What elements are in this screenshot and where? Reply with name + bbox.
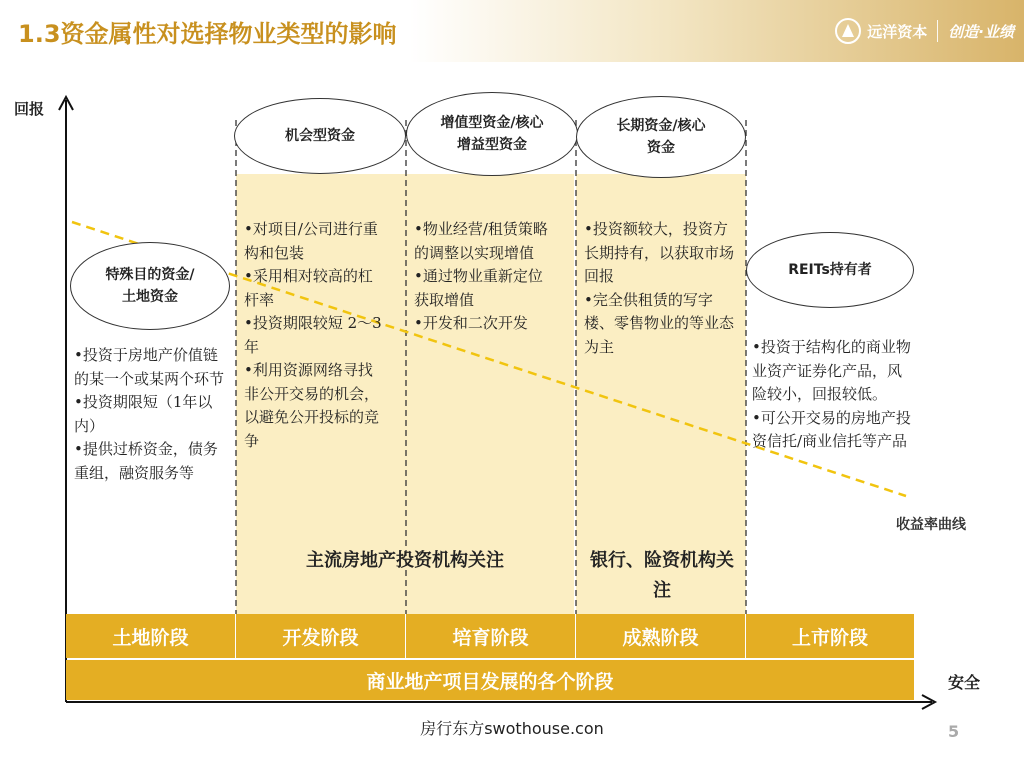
curve-label: 收益率曲线	[896, 517, 966, 533]
focus-label-banks: 银行、险资机构关注	[590, 550, 734, 601]
bullets-special-purpose	[74, 344, 228, 485]
page-number: 5	[948, 722, 960, 741]
stage-caption: 商业地产项目发展的各个阶段	[66, 660, 914, 700]
ellipse-label: REITs持有者	[788, 262, 872, 278]
bullet-item: •投资于房地产价值链的某一个或某两个环节	[74, 346, 225, 388]
bullets-opportunity	[244, 218, 384, 453]
stage-development: 开发阶段	[236, 614, 406, 658]
brand-name: 远洋资本	[867, 22, 928, 41]
bullet-item: •提供过桥资金，债务重组，融资服务等	[74, 440, 218, 482]
bullet-item: •通过物业重新定位获取增值	[414, 267, 543, 309]
bullets-value-add	[414, 218, 554, 336]
bullet-item: •可公开交易的房地产投资信托/商业信托等产品	[752, 408, 911, 450]
bullet-item: •利用资源网络寻找非公开交易的机会，以避免公开投标的竞争	[244, 361, 380, 450]
ellipse-reits	[746, 232, 914, 308]
bullet-item: •对项目/公司进行重构和包装	[244, 220, 378, 262]
ellipse-core	[576, 96, 746, 178]
ellipse-label: 机会型资金	[285, 128, 355, 144]
bullet-item: •物业经营/租赁策略的调整以实现增值	[414, 220, 548, 262]
focus-label-mainstream: 主流房地产投资机构关注	[306, 550, 504, 571]
bullet-item: •开发和二次开发	[414, 314, 528, 332]
stage-listing: 上市阶段	[746, 614, 914, 658]
bullet-item: •投资期限较短 2～3年	[244, 314, 382, 356]
stage-bar	[66, 614, 914, 658]
bullet-item: •投资期限短（1年以内）	[74, 393, 213, 435]
ellipse-label: 增值型资金/核心增益型资金	[440, 115, 544, 153]
bullet-item: •采用相对较高的杠杆率	[244, 267, 373, 309]
footer-text: 房行东方swothouse.con	[420, 719, 604, 738]
stage-cultivation: 培育阶段	[406, 614, 576, 658]
stage-mature: 成熟阶段	[576, 614, 746, 658]
ellipse-special-purpose	[70, 242, 230, 330]
bullet-item: •投资于结构化的商业物业资产证券化产品，风险较小，回报较低。	[752, 338, 911, 403]
bullet-item: •投资额较大，投资方长期持有，以获取市场回报	[584, 220, 735, 285]
brand-slogan: 创造·业绩	[948, 22, 1014, 41]
ellipse-label: 长期资金/核心资金	[616, 118, 706, 156]
bullets-reits	[752, 336, 912, 454]
ellipse-opportunity	[234, 98, 406, 174]
y-axis-label: 回报	[14, 100, 45, 118]
ellipse-value-add	[406, 92, 578, 176]
stage-land: 土地阶段	[66, 614, 236, 658]
x-axis-label: 安全	[948, 673, 981, 692]
bullets-core	[584, 218, 734, 359]
page-title: 1.3资金属性对选择物业类型的影响	[18, 20, 397, 48]
ellipse-label: 特殊目的资金/土地资金	[105, 267, 195, 305]
bullet-item: •完全供租赁的写字楼、零售物业的等业态为主	[584, 290, 735, 356]
